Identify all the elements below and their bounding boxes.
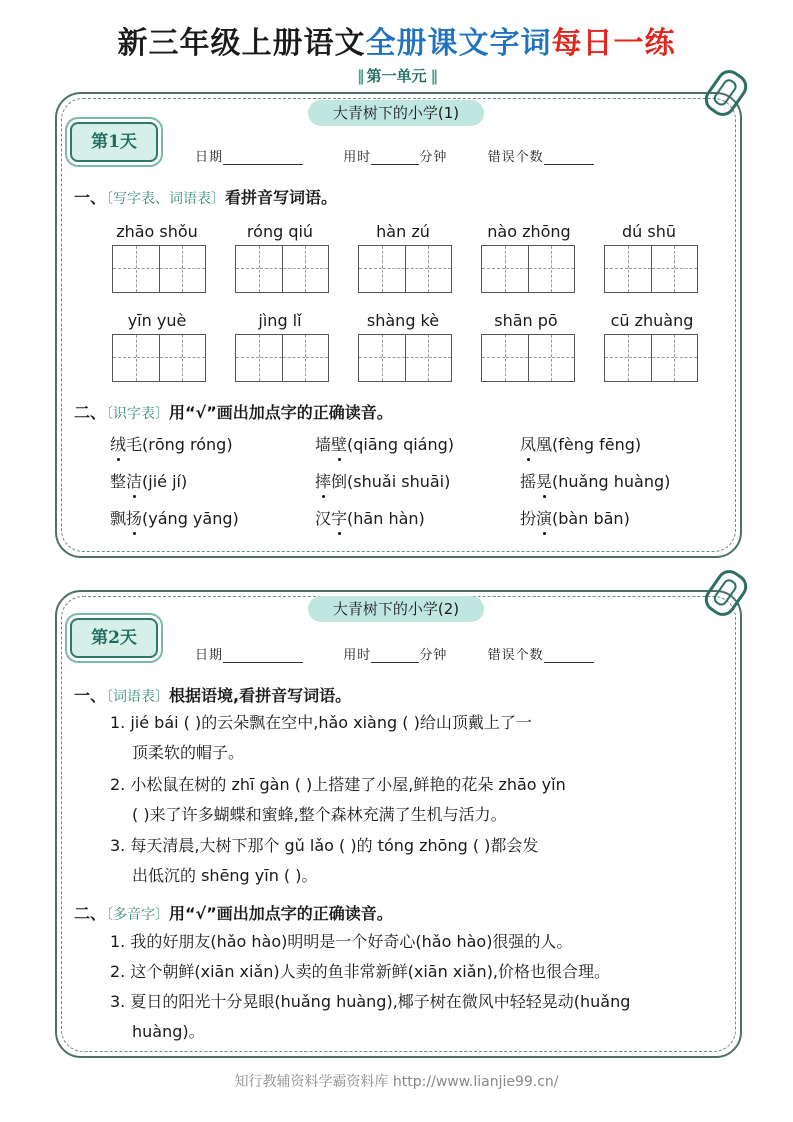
char: 凰 [536, 435, 553, 454]
date-label: 日期 [195, 150, 224, 165]
section-tag: 〔词语表〕 [106, 689, 170, 705]
pinyin-label: shàng kè [366, 311, 440, 330]
dotted-char: 壁 [331, 432, 347, 455]
pinyin-options: (shuǎi shuāi) [347, 472, 451, 491]
time-label: 用时 [343, 150, 372, 165]
pronunciation-item[interactable] [520, 469, 670, 492]
title-part-3: 每日一练 [551, 26, 676, 61]
question-3-line-1[interactable]: 3. 每天清晨,大树下那个 gǔ lǎo ( )的 tóng zhōng ( )都会发 [110, 836, 539, 855]
pinyin-options: (qiāng qiáng) [347, 435, 455, 454]
pronunciation-item[interactable] [110, 506, 239, 529]
writing-grid[interactable] [235, 334, 329, 382]
section-tag: 〔多音字〕 [106, 907, 170, 923]
section-tag: 〔写字表、词语表〕 [106, 191, 226, 207]
section-number: 二、 [74, 403, 107, 422]
date-field[interactable] [223, 150, 303, 165]
minute-label: 分钟 [419, 648, 448, 663]
char: 摇 [520, 472, 537, 491]
writing-grid[interactable] [235, 245, 329, 293]
day2-meta [195, 644, 594, 663]
pinyin-options: (huǎng huàng) [552, 472, 671, 491]
section-number: 一、 [74, 686, 107, 705]
writing-grid[interactable] [481, 334, 575, 382]
question-2-line-1[interactable]: 2. 小松鼠在树的 zhī gàn ( )上搭建了小屋,鲜艳的花朵 zhāo yǐn [110, 775, 566, 794]
writing-grid[interactable] [358, 334, 452, 382]
day2-section1-heading [74, 683, 351, 706]
day1-badge: 第1天 [70, 122, 158, 162]
dotted-char: 晃 [536, 469, 552, 492]
dotted-char: 演 [536, 506, 552, 529]
day1-section2-heading [74, 400, 393, 423]
unit-label: 第一单元 [366, 67, 427, 85]
dotted-char: 凤 [520, 432, 536, 455]
section-instruction: 用“√”画出加点字的正确读音。 [169, 403, 393, 422]
pronunciation-item[interactable] [315, 469, 450, 492]
section-instruction: 看拼音写词语。 [225, 188, 338, 207]
pinyin-label: róng qiú [246, 222, 314, 241]
pronunciation-item[interactable] [110, 469, 187, 492]
char: 整 [110, 472, 127, 491]
char: 墙 [315, 435, 332, 454]
pronunciation-item[interactable] [520, 506, 630, 529]
pinyin-label: dú shū [622, 222, 676, 241]
pinyin-options: (rōng róng) [142, 435, 233, 454]
section-number: 二、 [74, 904, 107, 923]
day1-lesson-title: 大青树下的小学(1) [308, 100, 484, 126]
writing-grid[interactable] [604, 245, 698, 293]
writing-grid[interactable] [481, 245, 575, 293]
polyphone-item-2[interactable]: 2. 这个朝鲜(xiān xiǎn)人卖的鱼非常新鲜(xiān xiǎn),价格也很合理。 [110, 962, 611, 981]
writing-grid[interactable] [112, 245, 206, 293]
time-field[interactable] [371, 150, 419, 165]
char: 扮 [520, 509, 537, 528]
section-instruction: 根据语境,看拼音写词语。 [169, 686, 352, 705]
section-tag: 〔识字表〕 [106, 406, 170, 422]
title-part-1: 新三年级上册语文 [117, 26, 366, 61]
pronunciation-item[interactable] [520, 432, 641, 455]
question-1-line-2: 顶柔软的帽子。 [132, 743, 245, 762]
errors-label: 错误个数 [487, 150, 544, 165]
polyphone-item-1[interactable]: 1. 我的好朋友(hǎo hào)明明是一个好奇心(hǎo hào)很强的人。 [110, 932, 573, 951]
errors-field[interactable] [544, 150, 594, 165]
day1-section1-heading [74, 185, 337, 208]
pinyin-label: shān pō [494, 311, 558, 330]
pinyin-options: (bàn bān) [552, 509, 630, 528]
pinyin-options: (jié jí) [142, 472, 188, 491]
minute-label: 分钟 [419, 150, 448, 165]
char: 汉 [315, 509, 332, 528]
pronunciation-item[interactable] [315, 506, 425, 529]
writing-grid[interactable] [112, 334, 206, 382]
page-title [0, 18, 793, 62]
writing-grid[interactable] [358, 245, 452, 293]
day2-badge: 第2天 [70, 618, 158, 658]
question-2-line-2[interactable]: ( )来了许多蝴蝶和蜜蜂,整个森林充满了生机与活力。 [132, 805, 507, 824]
errors-field[interactable] [544, 648, 594, 663]
pinyin-label: zhāo shǒu [116, 222, 198, 241]
footer-watermark: 知行教辅资料学霸资料库 http://www.lianjie99.cn/ [234, 1074, 559, 1090]
pinyin-options: (hān hàn) [347, 509, 425, 528]
pinyin-label: yīn yuè [127, 311, 187, 330]
pinyin-options: (fèng fēng) [552, 435, 642, 454]
date-label: 日期 [195, 648, 224, 663]
polyphone-item-3-line-1[interactable]: 3. 夏日的阳光十分晃眼(huǎng huàng),椰子树在微风中轻轻晃动(huǎng [110, 992, 631, 1011]
char: 毛 [126, 435, 143, 454]
pinyin-label: jìng lǐ [258, 311, 302, 330]
dotted-char: 绒 [110, 432, 126, 455]
char: 飘 [110, 509, 127, 528]
errors-label: 错误个数 [487, 648, 544, 663]
dotted-char: 洁 [126, 469, 142, 492]
pinyin-label: cū zhuàng [610, 311, 694, 330]
writing-grid[interactable] [604, 334, 698, 382]
question-3-line-2[interactable]: 出低沉的 shēng yīn ( )。 [132, 866, 318, 885]
pinyin-label: nào zhōng [487, 222, 571, 241]
dotted-char: 字 [331, 506, 347, 529]
title-part-2: 全册课文字词 [365, 26, 552, 61]
pronunciation-item[interactable] [110, 432, 233, 455]
char: 倒 [331, 472, 348, 491]
polyphone-item-3-line-2: huàng)。 [132, 1022, 205, 1041]
time-label: 用时 [343, 648, 372, 663]
day2-lesson-title: 大青树下的小学(2) [308, 596, 484, 622]
day1-meta [195, 146, 594, 165]
dotted-char: 摔 [315, 469, 331, 492]
question-1-line-1[interactable]: 1. jié bái ( )的云朵飘在空中,hǎo xiàng ( )给山顶戴上了一 [110, 713, 532, 732]
unit-heading: ‖ 第一单元 ‖ [356, 67, 436, 85]
day2-section2-heading [74, 901, 393, 924]
time-field[interactable] [371, 648, 419, 663]
pinyin-label: hàn zú [376, 222, 430, 241]
date-field[interactable] [223, 648, 303, 663]
section-instruction: 用“√”画出加点字的正确读音。 [169, 904, 393, 923]
section-number: 一、 [74, 188, 107, 207]
pronunciation-item[interactable] [315, 432, 454, 455]
pinyin-options: (yáng yāng) [142, 509, 239, 528]
dotted-char: 扬 [126, 506, 142, 529]
